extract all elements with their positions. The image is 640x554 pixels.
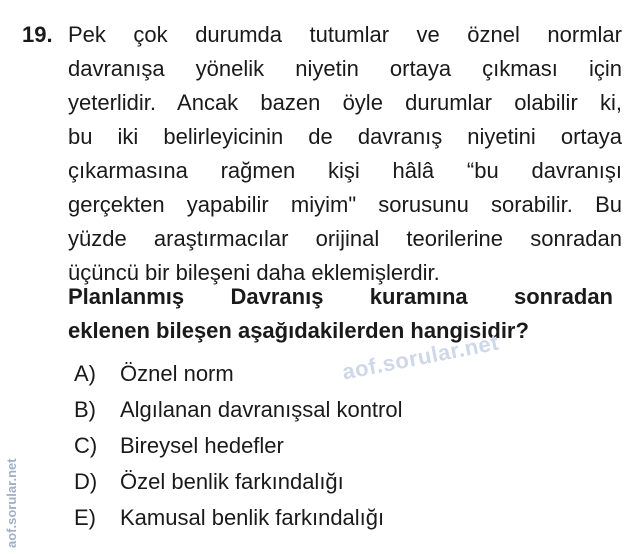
stem-line: gerçekten yapabilir miyim" sorusunu sorabilir. Bu [68,192,622,217]
option-c[interactable] [74,428,403,464]
option-letter: D) [74,469,98,494]
option-letter: A) [74,361,96,386]
question-stem [68,18,622,290]
option-text: Bireysel hedefler [120,433,284,458]
option-text: Özel benlik farkındalığı [120,469,344,494]
option-letter: C) [74,433,98,458]
option-text: Kamusal benlik farkındalığı [120,505,385,530]
option-letter: E) [74,505,96,530]
center-watermark: aof.sorular.net [340,329,501,385]
stem-line: Pek çok durumda tutumlar ve öznel normlar [68,22,622,47]
stem-line: çıkarmasına rağmen kişi hâlâ “bu davranışı [68,158,622,183]
stem-line: yüzde araştırmacılar orijinal teorilerine sonradan [68,226,622,251]
stem-line: bu iki belirleyicinin de davranış niyetini ortaya [68,124,622,149]
question-prompt [68,280,613,348]
prompt-line: eklenen bileşen aşağıdakilerden hangisidir? [68,318,529,343]
option-letter: B) [74,397,96,422]
option-text: Algılanan davranışsal kontrol [120,397,403,422]
stem-line: üçüncü bir bileşeni daha eklemişlerdir. [68,260,440,285]
question-number: 19. [22,22,53,47]
option-text: Öznel norm [120,361,234,386]
side-watermark: aof.sorular.net [4,458,19,548]
prompt-line: Planlanmış Davranış kuramına sonradan [68,284,613,309]
option-b[interactable] [74,392,403,428]
option-d[interactable] [74,464,403,500]
stem-line: yeterlidir. Ancak bazen öyle durumlar olabilir ki, [68,90,622,115]
stem-line: davranışa yönelik niyetin ortaya çıkması için [68,56,622,81]
option-e[interactable] [74,500,403,536]
